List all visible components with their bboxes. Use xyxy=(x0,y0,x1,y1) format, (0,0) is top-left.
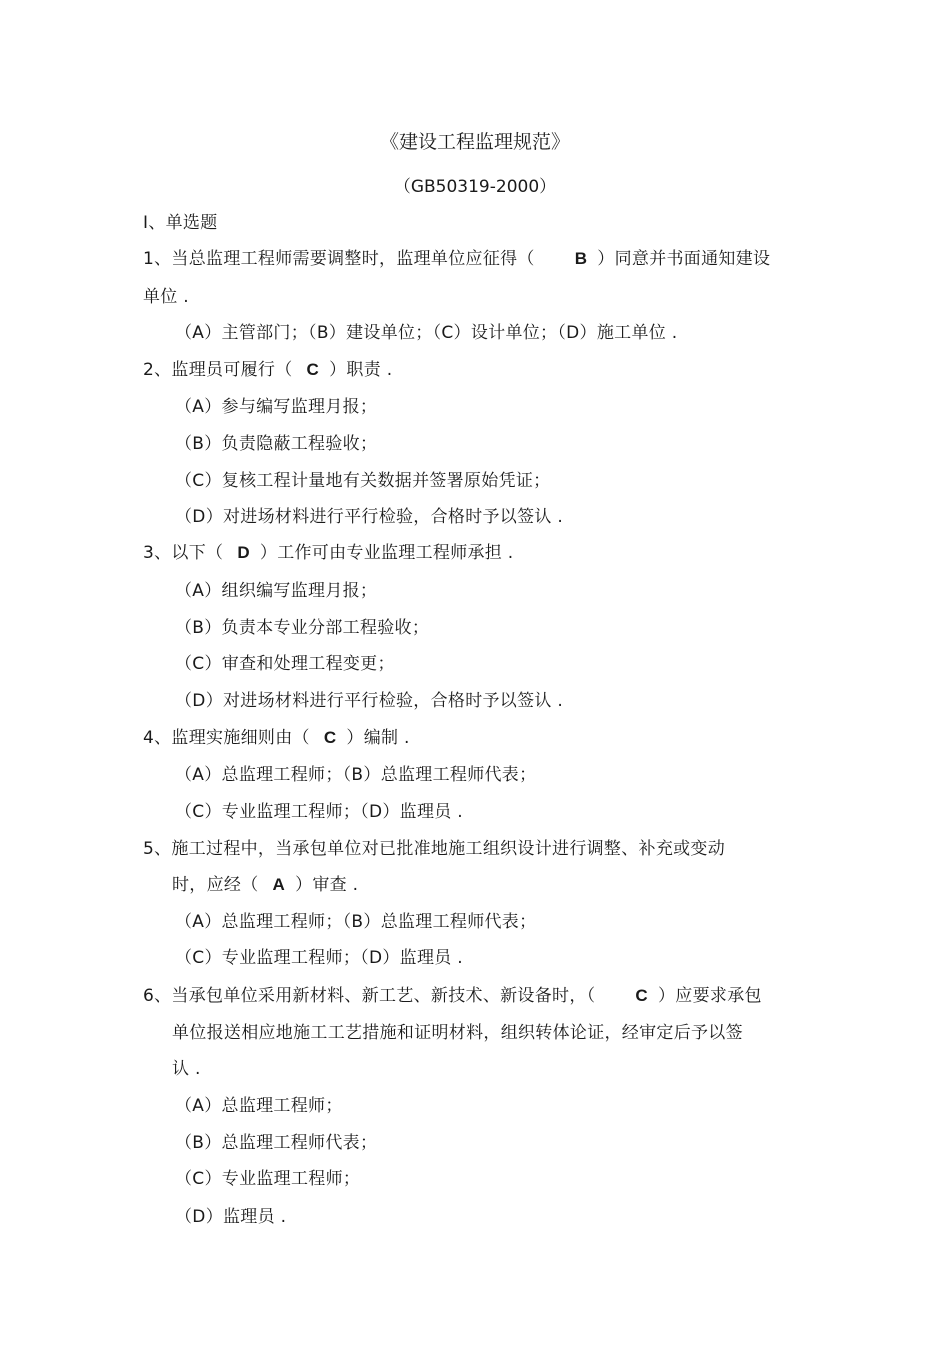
question-5-stem-cont xyxy=(172,874,358,896)
question-6-option-d: （D）监理员 . xyxy=(175,1207,287,1227)
question-stem-text: 1、当总监理工程师需要调整时，监理单位应征得（ xyxy=(143,249,535,269)
question-4-stem xyxy=(143,727,410,749)
answer-letter: A xyxy=(272,875,286,894)
question-stem-text: 3、以下（ xyxy=(143,543,224,563)
document-subtitle: （GB50319-2000） xyxy=(393,177,557,197)
question-4-options-ab: （A）总监理工程师；（B）总监理工程师代表； xyxy=(175,765,537,785)
question-3-stem xyxy=(143,542,514,564)
question-stem-text: 6、当承包单位采用新材料、新工艺、新技术、新设备时，（ xyxy=(143,986,596,1006)
question-6-stem-cont: 单位报送相应地施工工艺措施和证明材料，组织转体论证，经审定后予以签 xyxy=(172,1023,743,1043)
document-title: 《建设工程监理规范》 xyxy=(379,131,570,153)
question-4-options-cd: （C）专业监理工程师；（D）监理员 . xyxy=(175,802,463,822)
question-stem-text: ）审查 . xyxy=(295,875,359,895)
question-5-stem: 5、施工过程中，当承包单位对已批准地施工组织设计进行调整、补充或变动 xyxy=(143,839,726,859)
question-2-option-d: （D）对进场材料进行平行检验，合格时予以签认 . xyxy=(175,507,564,527)
answer-letter: B xyxy=(574,249,588,268)
question-1-stem-cont: 单位 . xyxy=(143,287,190,307)
question-2-option-c: （C）复核工程计量地有关数据并签署原始凭证； xyxy=(175,471,551,491)
question-stem-text: ）同意并书面通知建设 xyxy=(597,249,771,269)
answer-letter: D xyxy=(237,543,250,562)
question-2-stem xyxy=(143,359,392,381)
question-stem-text: ）工作可由专业监理工程师承担 . xyxy=(259,543,514,563)
question-5-options-ab: （A）总监理工程师；（B）总监理工程师代表； xyxy=(175,912,537,932)
question-5-options-cd: （C）专业监理工程师；（D）监理员 . xyxy=(175,948,463,968)
question-stem-text: 4、监理实施细则由（ xyxy=(143,728,310,748)
question-6-stem xyxy=(143,985,762,1007)
question-stem-text: ）职责 . xyxy=(329,360,393,380)
section-heading: Ⅰ、单选题 xyxy=(143,213,218,233)
question-stem-text: ）编制 . xyxy=(346,728,410,748)
question-3-option-a: （A）组织编写监理月报； xyxy=(175,581,378,601)
question-2-option-b: （B）负责隐蔽工程验收； xyxy=(175,434,378,454)
question-6-option-b: （B）总监理工程师代表； xyxy=(175,1133,378,1153)
answer-letter: C xyxy=(306,360,320,379)
question-stem-text: 时，应经（ xyxy=(172,875,259,895)
question-3-option-c: （C）审查和处理工程变更； xyxy=(175,654,395,674)
question-stem-text: ）应要求承包 xyxy=(658,986,762,1006)
answer-letter: C xyxy=(635,986,648,1005)
question-2-option-a: （A）参与编写监理月报； xyxy=(175,397,378,417)
question-3-option-d: （D）对进场材料进行平行检验，合格时予以签认 . xyxy=(175,691,564,711)
question-1-stem xyxy=(143,248,770,270)
question-6-option-a: （A）总监理工程师； xyxy=(175,1096,343,1116)
question-stem-text: 2、监理员可履行（ xyxy=(143,360,293,380)
answer-letter: C xyxy=(323,728,337,747)
question-6-option-c: （C）专业监理工程师； xyxy=(175,1169,361,1189)
question-1-options: （A）主管部门；（B）建设单位；（C）设计单位；（D）施工单位 . xyxy=(175,323,678,343)
question-6-stem-end: 认 . xyxy=(172,1059,201,1079)
question-3-option-b: （B）负责本专业分部工程验收； xyxy=(175,618,430,638)
